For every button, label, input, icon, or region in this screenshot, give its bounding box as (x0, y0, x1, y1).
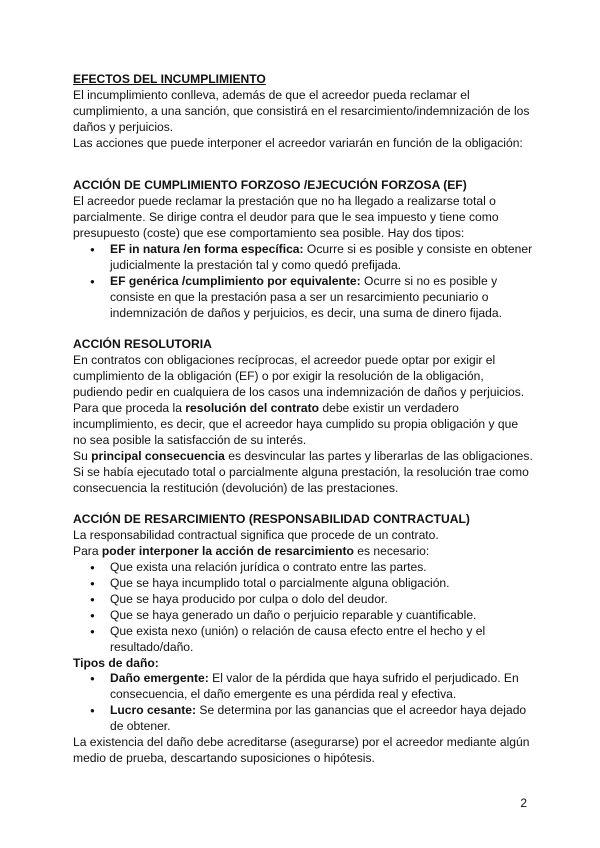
text-span: es desvincular las partes y liberarlas de las obligaciones. Si se había ejecutado total o parcialmente alguna prestación, la resolución trae como consecuencia la restitución (devolución) de las prestaciones. (73, 448, 533, 495)
paragraph: El incumplimiento conlleva, además de que el acreedor pueda reclamar el cumplimiento, a una sanción, que consistirá en el resarcimiento/indemnización de los daños y perjuicios. (73, 87, 530, 134)
list-item (73, 274, 533, 322)
paragraph: Las acciones que puede interponer el acreedor variarán en función de la obligación: (73, 135, 523, 150)
bold-term: principal consecuencia (91, 448, 225, 463)
bold-term: Lucro cesante: (110, 703, 197, 718)
text-span: Su (73, 448, 92, 463)
list-item: ● Que se haya generado un daño o perjuicio reparable y cuantificable. (73, 608, 533, 624)
text-span: es necesario: (353, 544, 430, 559)
page-number: 2 (520, 796, 527, 810)
text-span: Para que proceda la (73, 401, 186, 416)
bullet-list (73, 242, 533, 322)
section-title-resolutoria: ACCIÓN RESOLUTORIA (73, 337, 212, 352)
paragraph: En contratos con obligaciones recíprocas, el acreedor puede optar por exigir el cumplimiento de la obligación (EF) o por exigir la resolución de la obligación, pudiendo pedir en cualquiera de los casos una indemnización de daños y perjuicios. (73, 353, 525, 400)
paragraph (73, 401, 533, 449)
requirements-list (73, 560, 533, 655)
bold-term: resolución del contrato (185, 401, 320, 416)
bold-term: poder interponer la acción de resarcimiento (101, 544, 354, 559)
list-item: ● Que exista una relación jurídica o contrato entre las partes. (73, 560, 533, 576)
list-item-text: Se determina por las ganancias que el acreedor haya dejado de obtener. (110, 703, 527, 734)
paragraph (73, 449, 533, 497)
document-page (73, 72, 533, 767)
paragraph: La responsabilidad contractual significa que procede de un contrato. (73, 528, 439, 543)
list-item: ● Que se haya incumplido total o parcialmente alguna obligación. (73, 576, 533, 592)
bold-term: EF in natura /en forma específica: (110, 242, 304, 257)
section-title-cumplimiento-forzoso: ACCIÓN DE CUMPLIMIENTO FORZOSO /EJECUCIÓN FORZOSA (EF) (73, 178, 467, 193)
paragraph: El acreedor puede reclamar la prestación que no ha llegado a realizarse total o parcialmente. Se dirige contra el deudor para que le sea impuesto y tiene como presupuesto (coste) que ese comportamiento sea posible. Hay dos tipos: (73, 194, 499, 241)
damage-types-list (73, 671, 533, 735)
list-item: ● Que se haya producido por culpa o dolo del deudor. (73, 592, 533, 608)
section-title-efectos: EFECTOS DEL INCUMPLIMIENTO (73, 72, 266, 86)
list-item (73, 242, 533, 274)
list-item (73, 703, 533, 735)
text-span: debe existir un verdadero incumplimiento, es decir, que el acreedor haya cumplido su propia obligación y que no sea posible la satisfacción de su interés. (73, 401, 519, 447)
paragraph: La existencia del daño debe acreditarse (asegurarse) por el acreedor mediante algún medio de prueba, descartando suposiciones o hipótesis. (73, 735, 530, 766)
bold-term: EF genérica /cumplimiento por equivalente: (110, 273, 361, 288)
list-item: ● Que exista nexo (unión) o relación de causa efecto entre el hecho y el resultado/daño. (73, 624, 533, 656)
list-item-text: Ocurre si no es posible y consiste en que la prestación pasa a ser un resarcimiento pecuniario o indemnización de daños y perjuicios, es decir, una suma de dinero fijada. (110, 273, 502, 320)
section-title-resarcimiento: ACCIÓN DE RESARCIMIENTO (RESPONSABILIDAD CONTRACTUAL) (73, 512, 470, 527)
subheading-tipos-de-dano: Tipos de daño: (73, 655, 159, 670)
text-span: Para (73, 544, 102, 559)
list-item (73, 671, 533, 703)
paragraph (73, 544, 533, 560)
list-item-text: Ocurre si es posible y consiste en obtener judicialmente la prestación tal y como quedó prefijada. (110, 242, 533, 272)
bold-term: Daño emergente: (110, 671, 209, 686)
list-item-text: El valor de la pérdida que haya sufrido el perjudicado. En consecuencia, el daño emergente es una pérdida real y efectiva. (110, 671, 519, 702)
